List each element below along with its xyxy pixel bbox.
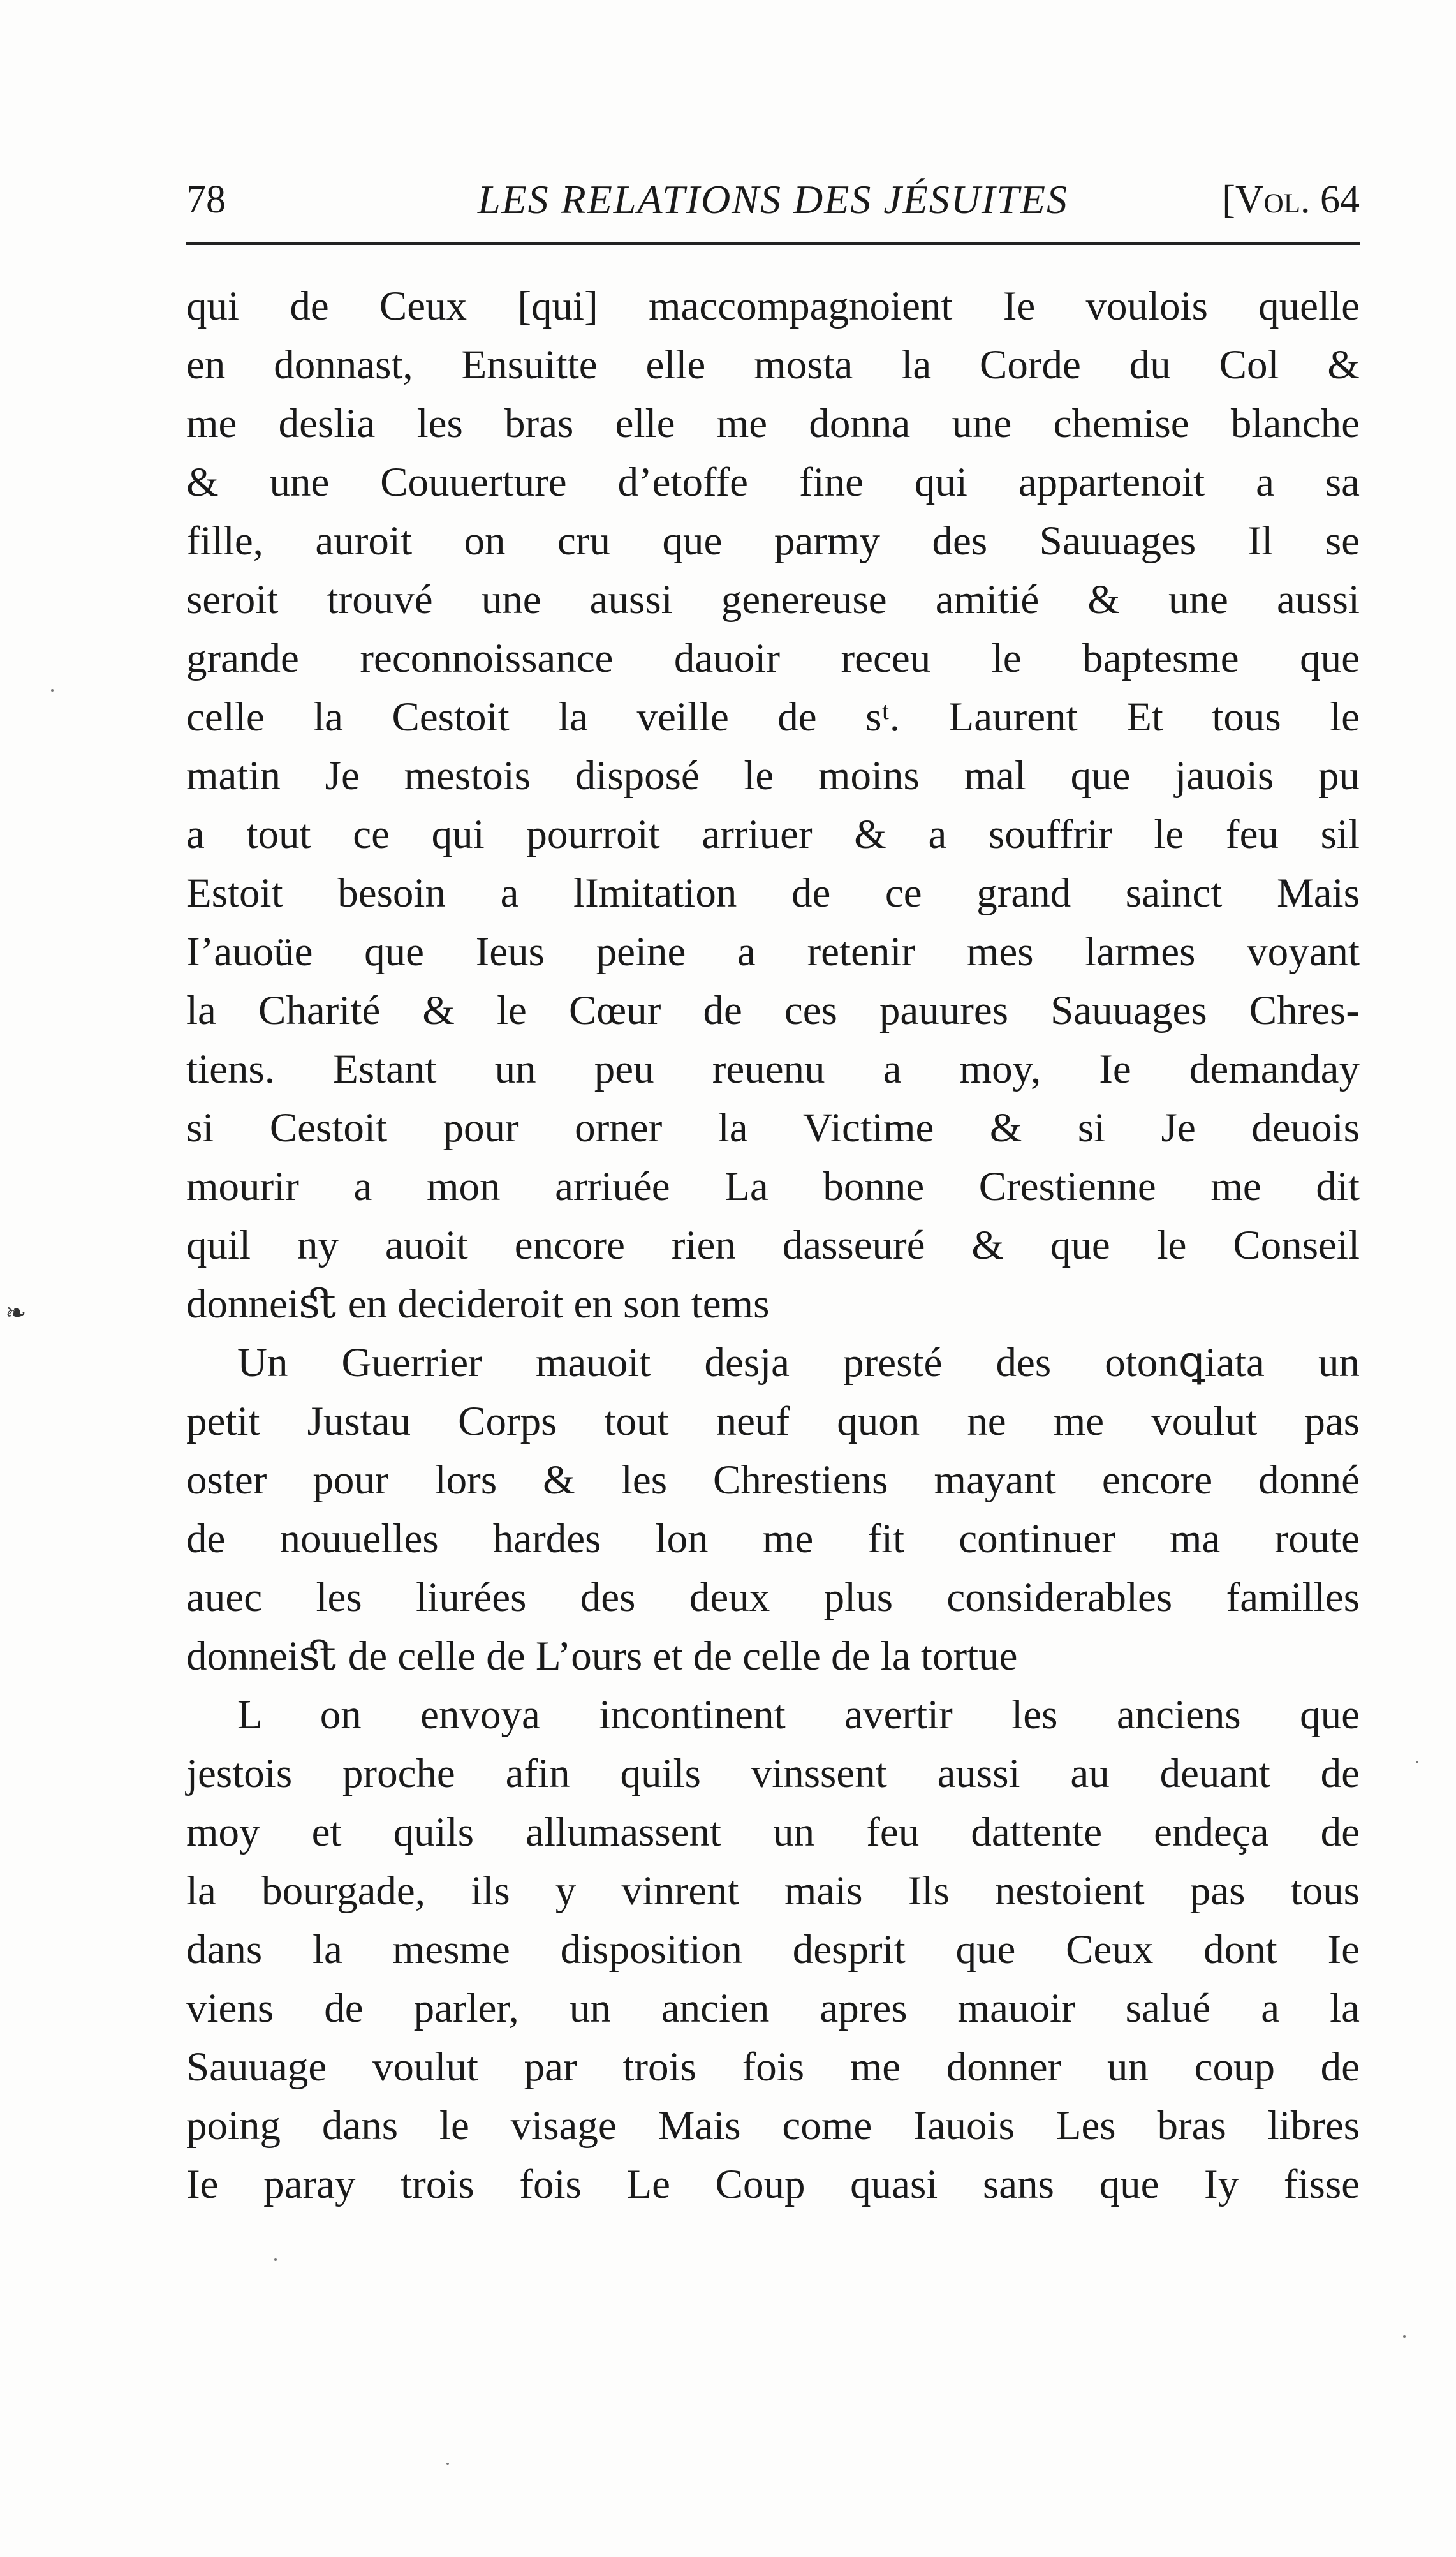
- text-line: la Charité & le Cœur de ces pauures Sauuages Chres-: [186, 988, 1360, 1034]
- page-number: 78: [186, 178, 226, 221]
- text-line: de nouuelles hardes lon me fit continuer ma route: [186, 1516, 1360, 1562]
- text-line: la bourgade, ils y vinrent mais Ils nestoient pas tous: [186, 1868, 1360, 1914]
- text-line: oster pour lors & les Chrestiens mayant encore donné: [186, 1457, 1360, 1503]
- text-line: si Cestoit pour orner la Victime & si Je deuois: [186, 1105, 1360, 1151]
- text-line: Ie paray trois fois Le Coup quasi sans que Iy fisse: [186, 2161, 1360, 2207]
- paper-speck: [1403, 2335, 1406, 2338]
- text-line: donneiﬆ en decideroit en son tems: [186, 1281, 770, 1327]
- paragraph: [186, 277, 1360, 1333]
- paper-speck: [51, 689, 54, 692]
- text-line: seroit trouvé une aussi genereuse amitié & une aussi: [186, 577, 1360, 623]
- text-line: donneiﬆ de celle de L’ours et de celle de la tortue: [186, 1633, 1018, 1679]
- text-line: & une Couuerture d’etoffe fine qui appartenoit a sa: [186, 459, 1360, 505]
- text-line: Estoit besoin a lImitation de ce grand sainct Mais: [186, 870, 1360, 916]
- text-line: en donnast, Ensuitte elle mosta la Corde du Col &: [186, 342, 1360, 388]
- margin-mark: ❧: [5, 1298, 27, 1327]
- header-rule: [186, 242, 1360, 245]
- running-title: LES RELATIONS DES JÉSUITES: [477, 177, 1069, 222]
- paper-speck: [1416, 1761, 1418, 1763]
- running-header: [186, 171, 1360, 228]
- text-line: qui de Ceux [qui] maccompagnoient Ie voulois quelle: [186, 283, 1360, 329]
- text-line: tiens. Estant un peu reuenu a moy, Ie demanday: [186, 1046, 1360, 1092]
- paragraph: [186, 1333, 1360, 1686]
- text-line: jestois proche afin quils vinssent aussi au deuant de: [186, 1751, 1360, 1797]
- volume-label: [Vol. 64: [1222, 178, 1360, 221]
- text-line: viens de parler, un ancien apres mauoir salué a la: [186, 1985, 1360, 2031]
- paper-speck: [274, 2258, 277, 2261]
- paper-speck: [446, 2463, 449, 2465]
- text-line: grande reconnoissance dauoir receu le baptesme que: [186, 635, 1360, 681]
- text-line: I’auoüe que Ieus peine a retenir mes larmes voyant: [186, 929, 1360, 975]
- paragraph: [186, 1686, 1360, 2214]
- text-line: Sauuage voulut par trois fois me donner un coup de: [186, 2044, 1360, 2090]
- text-line: mourir a mon arriuée La bonne Crestienne me dit: [186, 1164, 1360, 1210]
- text-line: celle la Cestoit la veille de sᵗ. Laurent Et tous le: [186, 694, 1360, 740]
- body-text: [186, 277, 1360, 2214]
- text-line: me deslia les bras elle me donna une chemise blanche: [186, 401, 1360, 447]
- text-line: matin Je mestois disposé le moins mal que jauois pu: [186, 753, 1360, 799]
- text-line: auec les liurées des deux plus considerables familles: [186, 1575, 1360, 1620]
- text-line: dans la mesme disposition desprit que Ceux dont Ie: [186, 1927, 1360, 1973]
- text-line: L on envoya incontinent avertir les anciens que: [237, 1692, 1360, 1738]
- text-line: poing dans le visage Mais come Iauois Les bras libres: [186, 2103, 1360, 2149]
- text-line: quil ny auoit encore rien dasseuré & que le Conseil: [186, 1222, 1360, 1268]
- text-line: a tout ce qui pourroit arriuer & a souffrir le feu sil: [186, 812, 1360, 857]
- text-line: fille, auroit on cru que parmy des Sauuages Il se: [186, 518, 1360, 564]
- text-line: moy et quils allumassent un feu dattente endeça de: [186, 1809, 1360, 1855]
- text-line: Un Guerrier mauoit desja presté des otonꝗiata un: [237, 1340, 1360, 1386]
- text-line: petit Justau Corps tout neuf quon ne me voulut pas: [186, 1398, 1360, 1444]
